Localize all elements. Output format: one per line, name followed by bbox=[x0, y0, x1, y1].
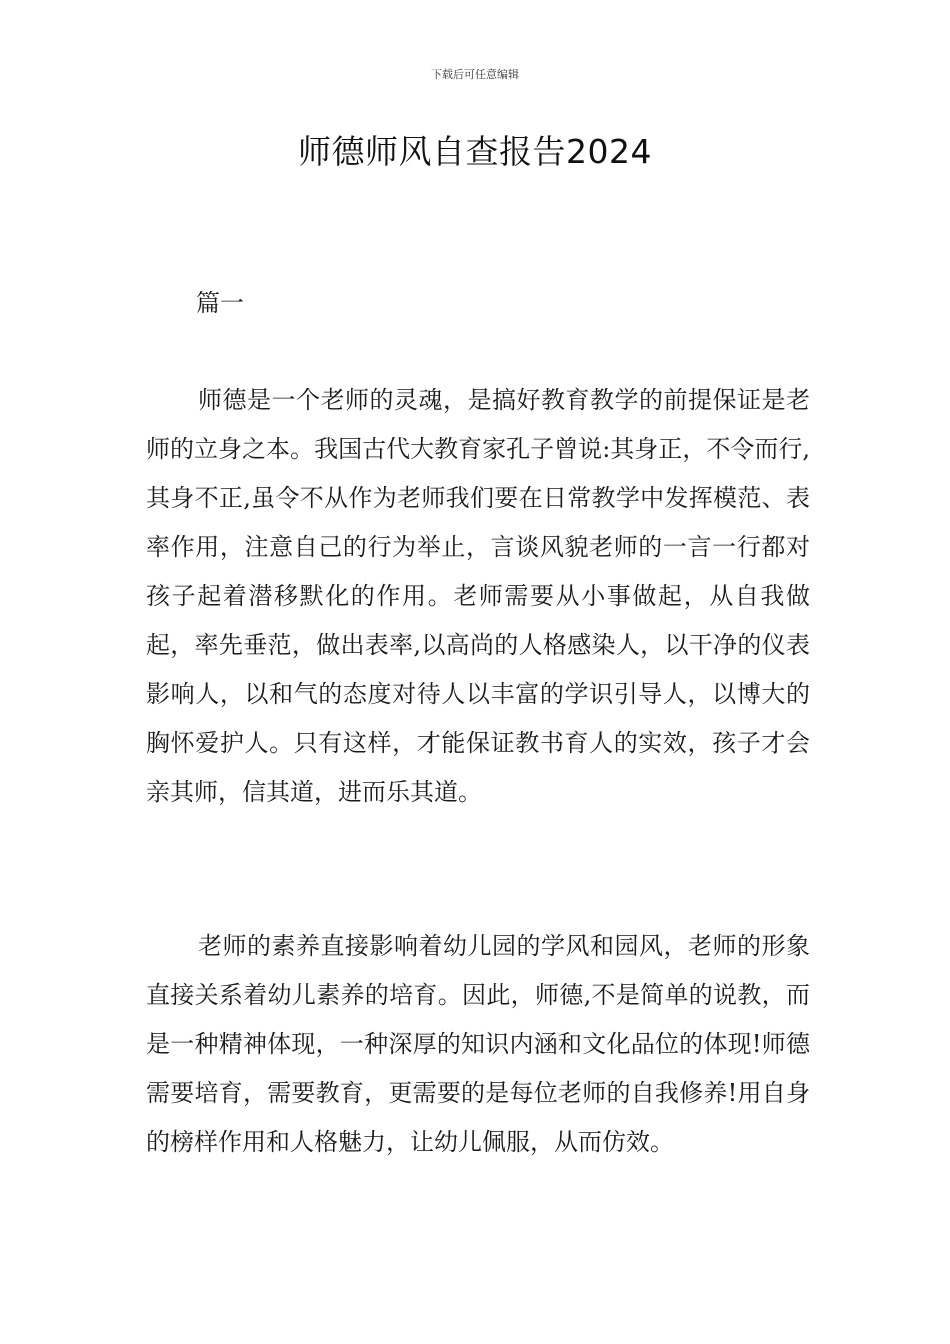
document-title: 师德师风自查报告2024 bbox=[298, 132, 652, 171]
header-note: 下载后可任意编辑 bbox=[431, 68, 519, 81]
body-paragraph-1: 师德是一个老师的灵魂，是搞好教育教学的前提保证是老师的立身之本。我国古代大教育家孔子曾说:其身正，不令而行,其身不正,虽令不从作为老师我们要在日常教学中发挥模范、表率作用，注意自己的行为举止，言谈风貌老师的一言一行都对孩子起着潜移默化的作用。老师需要从小事做起，从自我做起，率先垂范，做出表率,以高尚的人格感染人，以干净的仪表影响人，以和气的态度对待人以丰富的学识引导人，以博大的胸怀爱护人。只有这样，才能保证教书育人的实效，孩子才会亲其师，信其道，进而乐其道。 bbox=[146, 386, 810, 806]
body-paragraph-2: 老师的素养直接影响着幼儿园的学风和园风，老师的形象直接关系着幼儿素养的培育。因此，师德,不是简单的说教，而是一种精神体现，一种深厚的知识内涵和文化品位的体现!师德需要培育，需要教育，更需要的是每位老师的自我修养!用自身的榜样作用和人格魅力，让幼儿佩服，从而仿效。 bbox=[146, 932, 810, 1156]
section-heading: 篇一 bbox=[196, 289, 244, 317]
